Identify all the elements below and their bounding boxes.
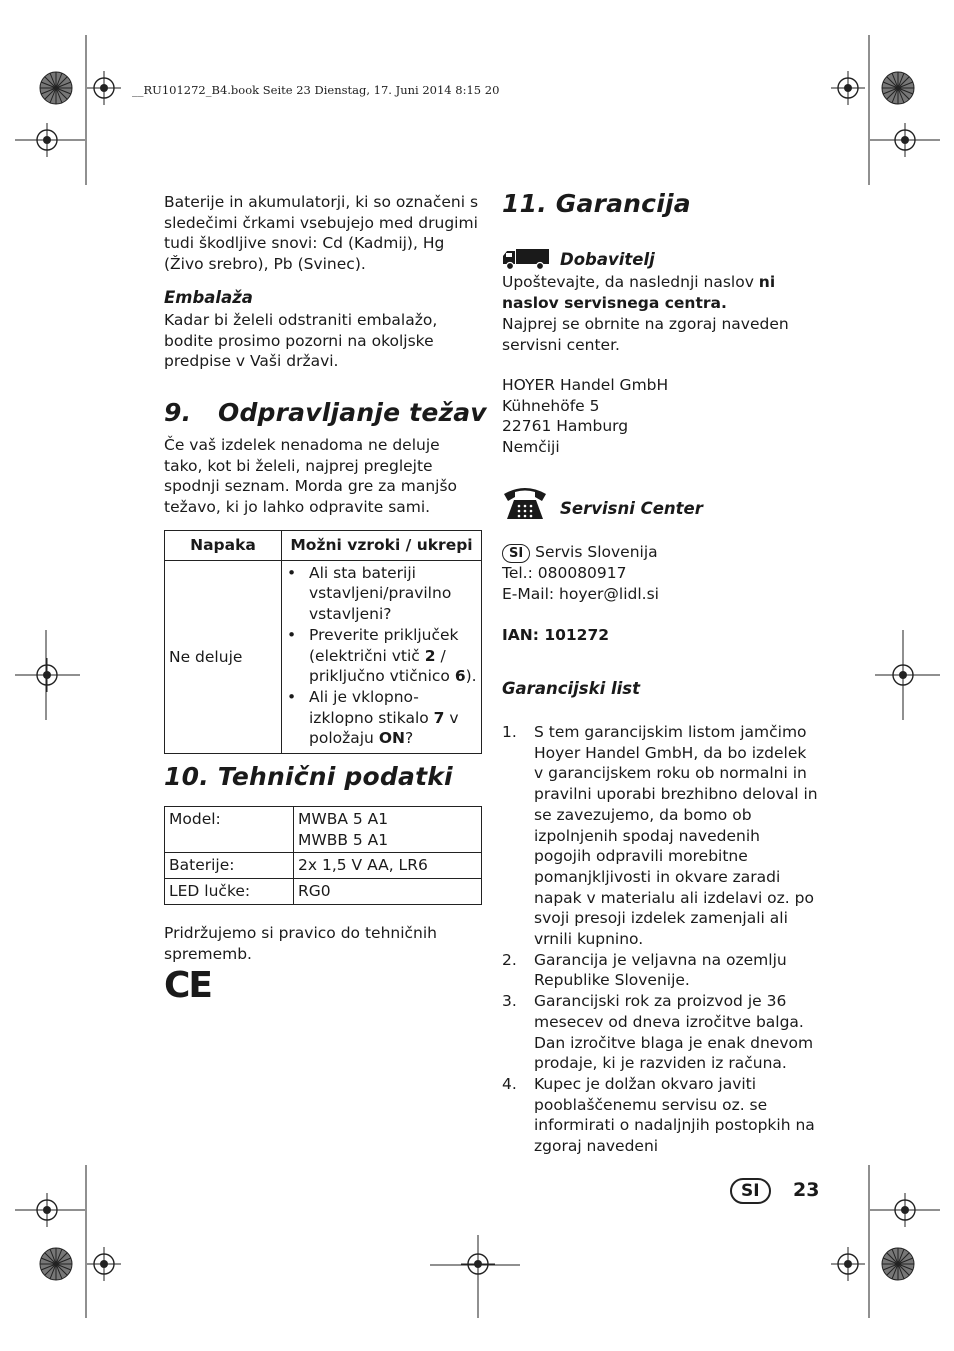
warranty-list [502,722,820,1157]
print-header-line: __RU101272_B4.book Seite 23 Dienstag, 17. Juni 2014 8:15 20 [132,83,500,97]
ce-mark-icon: CE [164,965,212,1006]
list-item: 2. Garancija je veljavna na ozemlju Republike Slovenije. [502,950,787,990]
spec-value-model: MWBA 5 A1 MWBB 5 A1 [294,807,482,853]
section-10-title: 10. Tehnični podatki [164,762,453,791]
footer-country-badge: SI [730,1178,771,1204]
country-badge: SI [502,544,530,563]
service-email: E-Mail: hoyer@lidl.si [502,584,659,603]
fault-cell: Ne deluje [165,560,282,753]
battery-intro-text: Baterije in akumulatorji, ki so označeni s sledečimi črkami vsebujejo med drugimi tudi škodljive snovi: Cd (Kadmij), Hg (Živo srebro), Pb (Svinec). [164,193,479,274]
troubleshooting-table [164,530,482,754]
spec-label-model: Model: [165,807,294,853]
table-header-fault: Napaka [165,531,282,561]
telephone-icon [502,486,548,522]
list-item: 1. S tem garancijskim listom jamčimo Hoyer Handel GmbH, da bo izdelek v garancijskem roku ob normalni in pravilni uporabi brezhibno deloval in se zavezujemo, da bomo ob izpolnjenih spodaj navedenih pogojih odpravili morebitne pomanjkljivosti in okvare zaradi napak v materialu ali izdelavi oz. po svoji presoji izdelek zamenjali ali vrnili kupnino. [502,723,818,949]
section-11-title: 11. Garancija [502,189,691,218]
spec-value-battery: 2x 1,5 V AA, LR6 [294,853,482,879]
truck-icon [502,246,550,272]
page-number: 23 [793,1179,820,1201]
reserve-text: Pridržujemo si pravico do tehničnih sprememb. [164,924,437,963]
spec-table [164,806,482,905]
spec-value-led: RG0 [294,879,482,905]
cause-item: • Ali sta bateriji vstavljeni/pravilno vstavljeni? [282,563,477,625]
causes-cell [282,560,482,753]
packaging-text: Kadar bi želeli odstraniti embalažo, bodite prosimo pozorni na okoljske predpise v Vaši državi. [164,311,438,371]
supplier-note: Upoštevajte, da naslednji naslov ni naslov servisnega centra. [502,273,776,312]
spec-label-battery: Baterije: [165,853,294,879]
cause-item: • Ali je vklopno-izklopno stikalo 7 v položaju ON? [282,687,477,749]
supplier-title: Dobavitelj [560,250,655,269]
packaging-title: Embalaža [164,288,253,307]
service-tel: Tel.: 080080917 [502,564,627,582]
ian-number: IAN: 101272 [502,626,610,644]
section-9-title: 9. Odpravljanje težav [164,398,487,427]
service-title: Servisni Center [560,499,703,518]
supplier-address: HOYER Handel GmbH Kühnehöfe 5 22761 Hamburg Nemčiji [502,376,669,457]
list-item: 4. Kupec je dolžan okvaro javiti pooblaščenemu servisu oz. se informirati o nadaljnjih postopkih na zgoraj navedeni [502,1074,815,1156]
list-item: 3. Garancijski rok za proizvod je 36 mesecev od dneva izročitve balga. Dan izročitve blaga je enak dnevom prodaje, ki je razviden iz računa. [502,992,814,1073]
supplier-contact-text: Najprej se obrnite na zgoraj naveden servisni center. [502,315,789,354]
service-name-line: SI Servis Slovenija [502,542,820,563]
warranty-title: Garancijski list [502,679,641,698]
table-header-causes: Možni vzroki / ukrepi [282,531,482,561]
cause-item: • Preverite priključek (električni vtič 2 / priključno vtičnico 6). [282,625,477,687]
spec-label-led: LED lučke: [165,879,294,905]
section-9-text: Če vaš izdelek nenadoma ne deluje tako, kot bi želeli, najprej preglejte spodnji seznam. Morda gre za manjšo težavo, ki jo lahko odpravite sami. [164,436,458,517]
service-info [502,542,820,604]
